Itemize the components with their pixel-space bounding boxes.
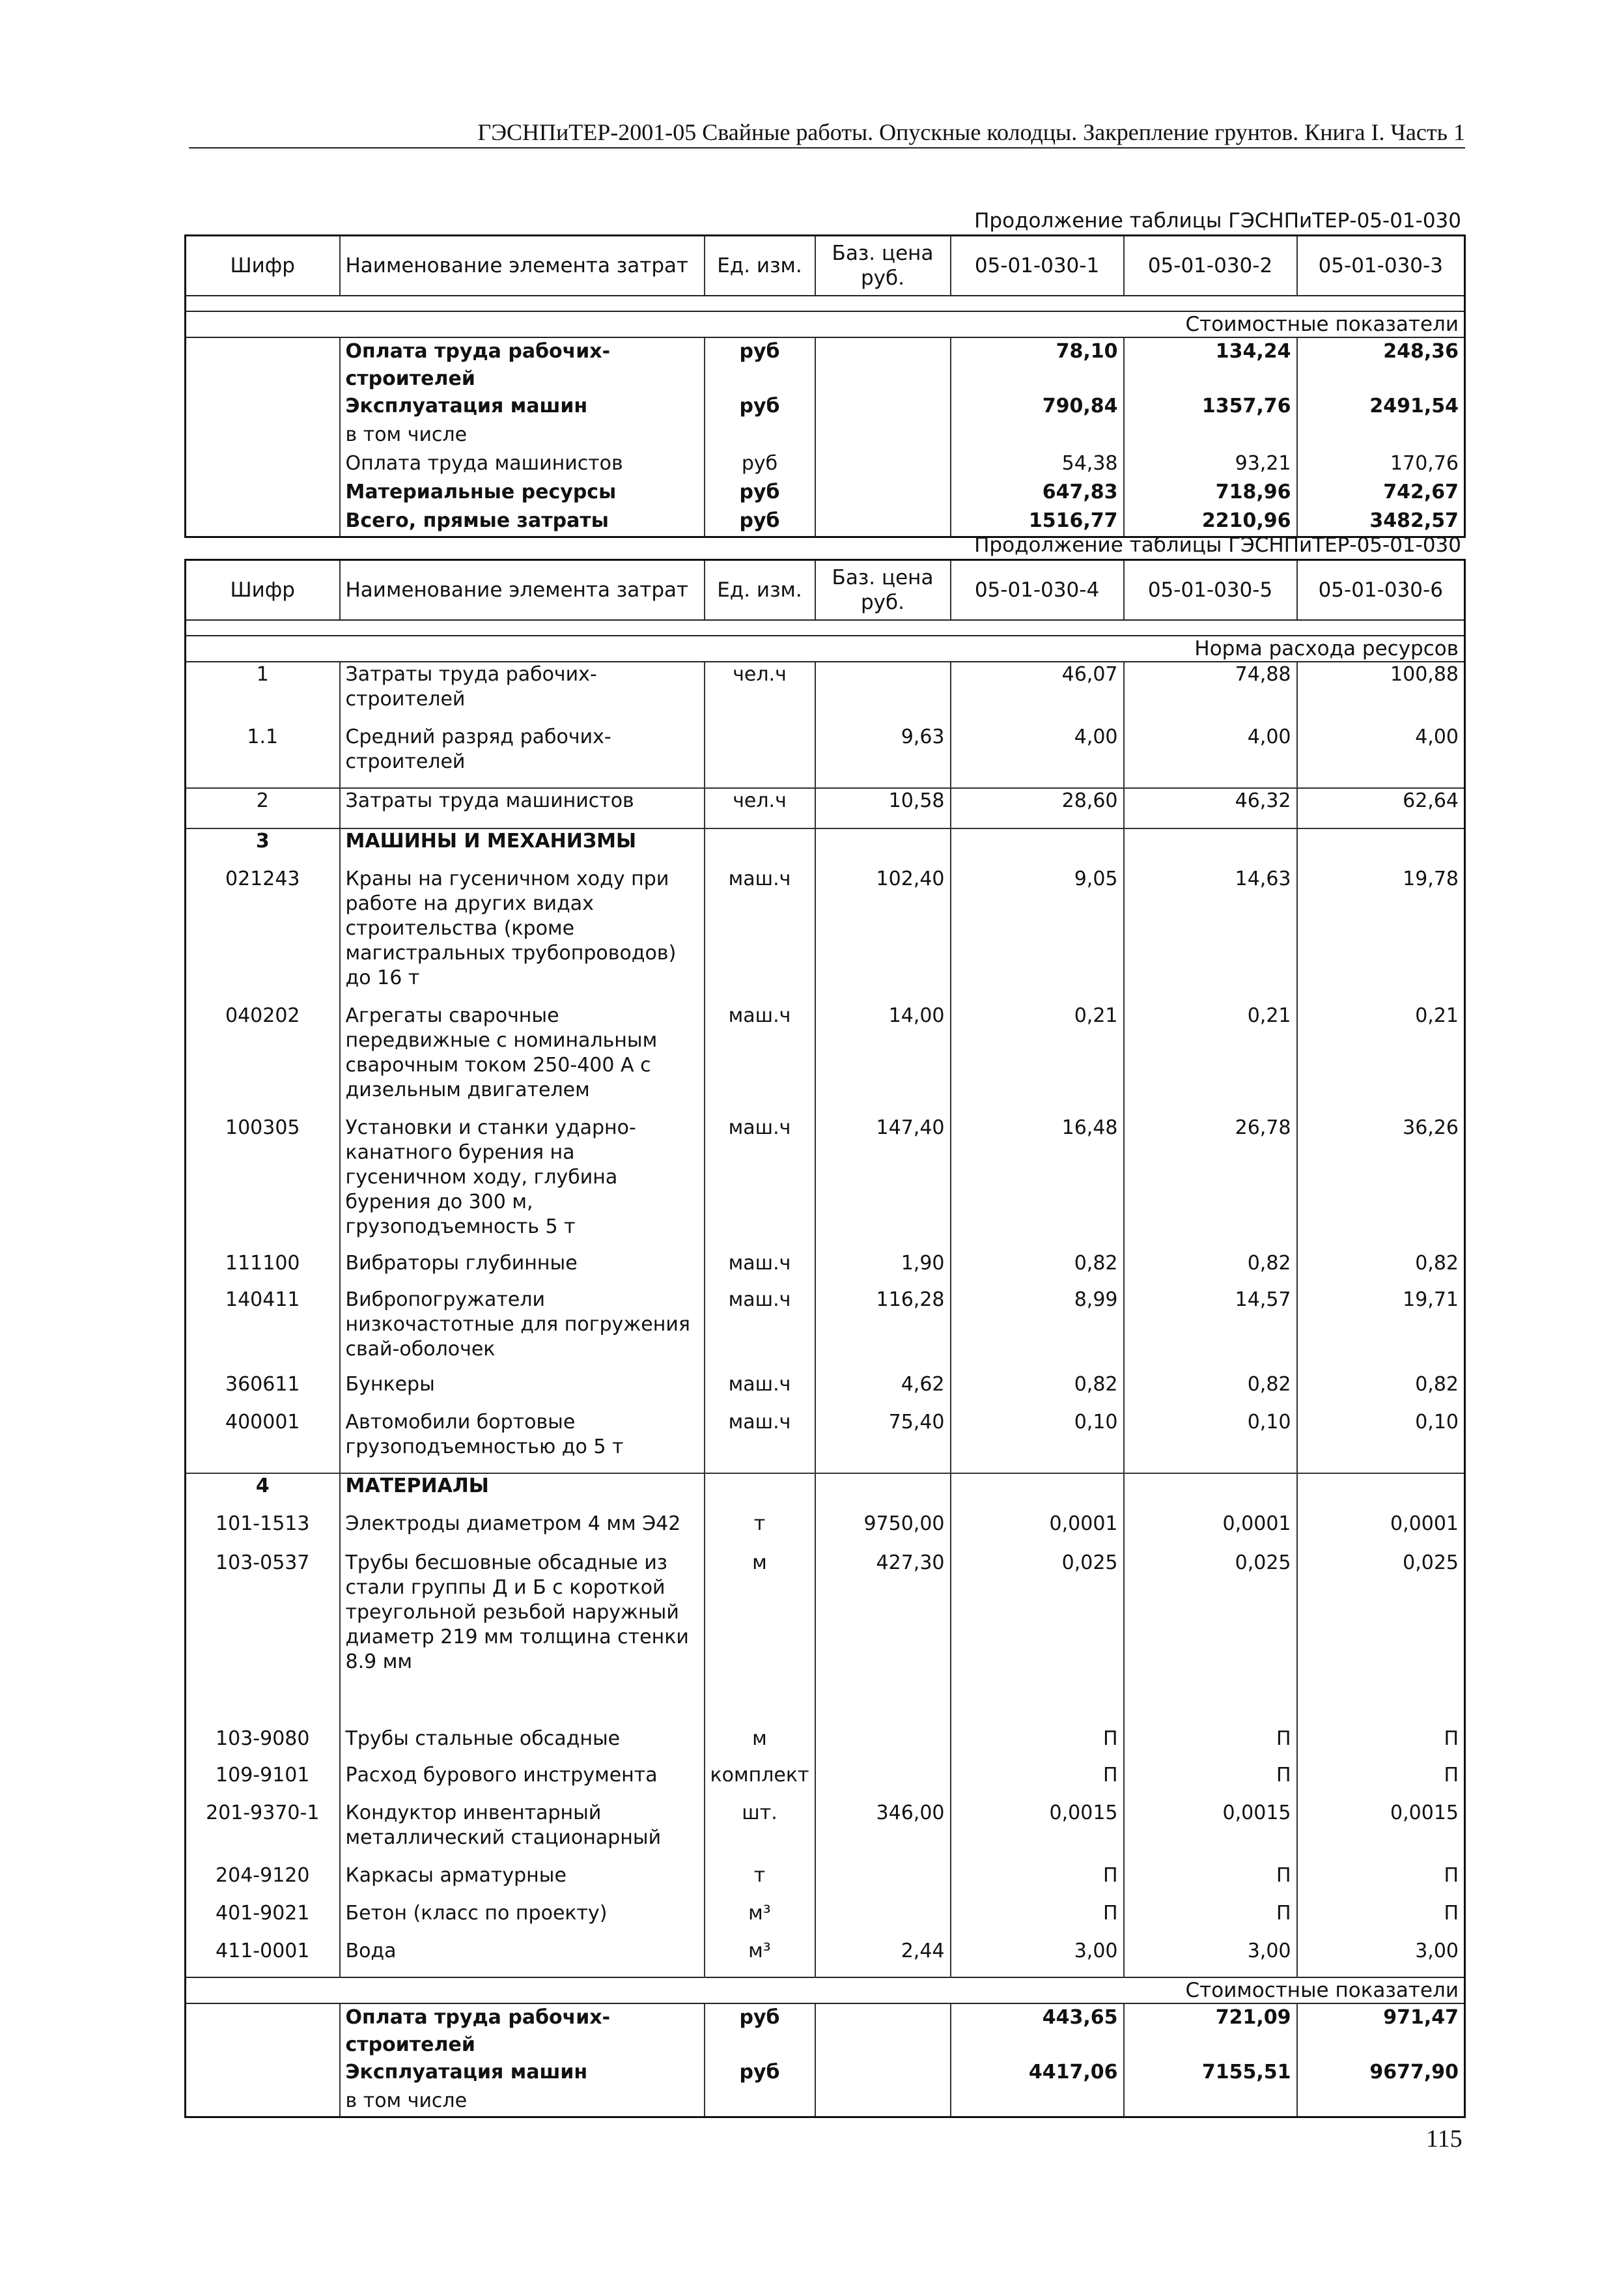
table-row (186, 1863, 1465, 1901)
code-cell: 401-9021 (216, 1902, 310, 1925)
unit-cell: шт. (705, 1801, 815, 1863)
code-cell (186, 2087, 340, 2117)
section-label: Стоимостные показатели (186, 311, 1465, 337)
table-row (186, 1410, 1465, 1473)
column-header-col-2: 05-01-030-2 (1124, 236, 1297, 296)
table-1-caption: Продолжение таблицы ГЭСНПиТЕР-05-01-030 (974, 209, 1461, 233)
unit-cell: чел.ч (705, 788, 815, 828)
unit-cell: комплект (705, 1763, 815, 1801)
unit-cell: руб (705, 479, 815, 507)
value-cell-1: 0,0001 (951, 1512, 1124, 1551)
table-row (186, 2003, 1465, 2059)
name-cell: Вибропогружатели низкочастотные для погружения свай-оболочек (340, 1288, 705, 1372)
value-cell-2: 14,63 (1124, 867, 1297, 1004)
code-cell (186, 450, 340, 479)
table-row (186, 788, 1465, 828)
code-cell: 111100 (225, 1252, 300, 1275)
spacer-row (186, 296, 1465, 311)
name-cell: Затраты труда машинистов (340, 788, 705, 828)
value-cell-3: 62,64 (1297, 788, 1465, 828)
value-cell-1: 0,0015 (951, 1801, 1124, 1863)
code-cell (186, 421, 340, 450)
column-header-code: Шифр (186, 236, 340, 296)
value-cell-3: 2491,54 (1297, 393, 1465, 421)
code-cell: 040202 (225, 1004, 300, 1027)
value-cell-3: П (1297, 1727, 1465, 1763)
table-row (186, 1512, 1465, 1551)
name-cell: Агрегаты сварочные передвижные с номинальным сварочным током 250-400 А с дизельным двигателем (340, 1004, 705, 1116)
value-cell-3 (1297, 421, 1465, 450)
code-cell: 103-9080 (216, 1727, 310, 1750)
column-header-unit: Ед. изм. (705, 236, 815, 296)
name-cell: Вибраторы глубинные (340, 1251, 705, 1288)
value-cell-1: 0,025 (951, 1551, 1124, 1727)
code-cell: 103-0537 (216, 1551, 310, 1574)
value-cell-2: 718,96 (1124, 479, 1297, 507)
price-cell (815, 2087, 951, 2117)
name-cell: МАШИНЫ И МЕХАНИЗМЫ (340, 828, 705, 867)
unit-cell: м (705, 1727, 815, 1763)
value-cell-2: 0,21 (1124, 1004, 1297, 1116)
table-row (186, 1801, 1465, 1863)
value-cell-2: 26,78 (1124, 1116, 1297, 1251)
price-cell (815, 2059, 951, 2087)
value-cell-1: 8,99 (951, 1288, 1124, 1372)
value-cell-3: 248,36 (1297, 337, 1465, 393)
unit-cell: чел.ч (705, 662, 815, 725)
value-cell-1: П (951, 1763, 1124, 1801)
table-row (186, 479, 1465, 507)
price-cell: 427,30 (815, 1551, 951, 1727)
table-2-body (186, 636, 1465, 2117)
code-cell (186, 479, 340, 507)
section-label: Стоимостные показатели (186, 1977, 1465, 2003)
table-1 (184, 234, 1466, 538)
header-row (186, 560, 1465, 621)
unit-cell: т (705, 1863, 815, 1901)
value-cell-3: 100,88 (1297, 662, 1465, 725)
name-cell: Установки и станки ударно-канатного бурения на гусеничном ходу, глубина бурения до 300 м, грузоподъемность 5 т (340, 1116, 705, 1251)
price-cell: 2,44 (815, 1939, 951, 1977)
unit-cell: маш.ч (705, 1251, 815, 1288)
code-cell: 1.1 (186, 725, 340, 788)
value-cell-3: 3482,57 (1297, 507, 1465, 537)
price-cell: 9750,00 (815, 1512, 951, 1551)
value-cell-1: П (951, 1901, 1124, 1939)
value-cell-2 (1124, 1473, 1297, 1512)
section-heading-row (186, 1473, 1465, 1512)
name-cell: Вода (340, 1939, 705, 1977)
name-cell: Затраты труда рабочих-строителей (340, 662, 705, 725)
name-cell: Средний разряд рабочих-строителей (340, 725, 705, 788)
code-cell: 2 (186, 788, 340, 828)
unit-cell: м (705, 1551, 815, 1727)
table-row (186, 1939, 1465, 1977)
value-cell-1: 78,10 (951, 337, 1124, 393)
column-header-price: Баз. цена руб. (815, 236, 951, 296)
table-2-caption: Продолжение таблицы ГЭСНПиТЕР-05-01-030 (974, 533, 1461, 557)
table-row (186, 1251, 1465, 1288)
value-cell-2: 74,88 (1124, 662, 1297, 725)
unit-cell: руб (705, 2003, 815, 2059)
value-cell-3: 19,71 (1297, 1288, 1465, 1372)
name-cell: Расход бурового инструмента (340, 1763, 705, 1801)
table-row (186, 1901, 1465, 1939)
unit-cell: т (705, 1512, 815, 1551)
value-cell-2: 0,82 (1124, 1251, 1297, 1288)
price-cell (815, 1863, 951, 1901)
header-rule (189, 147, 1465, 148)
unit-cell: руб (705, 450, 815, 479)
unit-cell: маш.ч (705, 1410, 815, 1473)
page-number: 115 (1426, 2125, 1463, 2153)
value-cell-3: 0,10 (1297, 1410, 1465, 1473)
code-cell: 4 (255, 1475, 270, 1497)
name-cell: Эксплуатация машин (340, 2059, 705, 2087)
value-cell-3: П (1297, 1901, 1465, 1939)
table-row (186, 421, 1465, 450)
unit-cell: руб (705, 393, 815, 421)
table-row (186, 337, 1465, 393)
price-cell: 10,58 (815, 788, 951, 828)
unit-cell (705, 725, 815, 788)
code-cell: 109-9101 (216, 1764, 310, 1787)
section-heading-row (186, 828, 1465, 867)
code-cell (186, 337, 340, 393)
code-cell: 021243 (225, 868, 300, 890)
price-cell (815, 393, 951, 421)
value-cell-1 (951, 421, 1124, 450)
price-cell: 9,63 (815, 725, 951, 788)
column-header-col-1: 05-01-030-4 (951, 560, 1124, 621)
price-cell (815, 1473, 951, 1512)
code-cell (186, 2059, 340, 2087)
value-cell-2: 93,21 (1124, 450, 1297, 479)
table-1-body (186, 311, 1465, 537)
spacer-cell (186, 296, 1465, 311)
value-cell-2: 2210,96 (1124, 507, 1297, 537)
name-cell: Материальные ресурсы (340, 479, 705, 507)
value-cell-2 (1124, 2087, 1297, 2117)
value-cell-3: П (1297, 1763, 1465, 1801)
value-cell-3: 170,76 (1297, 450, 1465, 479)
value-cell-3: П (1297, 1863, 1465, 1901)
unit-cell (705, 421, 815, 450)
value-cell-3: 0,0015 (1297, 1801, 1465, 1863)
spacer-row (186, 620, 1465, 636)
name-cell: Оплата труда машинистов (340, 450, 705, 479)
value-cell-2: 3,00 (1124, 1939, 1297, 1977)
column-header-unit: Ед. изм. (705, 560, 815, 621)
price-cell (815, 2003, 951, 2059)
value-cell-2: 14,57 (1124, 1288, 1297, 1372)
column-header-name: Наименование элемента затрат (340, 560, 705, 621)
value-cell-1: 0,82 (951, 1372, 1124, 1410)
price-cell: 102,40 (815, 867, 951, 1004)
value-cell-3 (1297, 1473, 1465, 1512)
value-cell-3: 0,82 (1297, 1251, 1465, 1288)
value-cell-1: П (951, 1863, 1124, 1901)
table-2 (184, 559, 1466, 2118)
unit-cell: м³ (705, 1901, 815, 1939)
value-cell-1: 443,65 (951, 2003, 1124, 2059)
price-cell: 4,62 (815, 1372, 951, 1410)
name-cell: Электроды диаметром 4 мм Э42 (340, 1512, 705, 1551)
value-cell-1: 4,00 (951, 725, 1124, 788)
value-cell-1: П (951, 1727, 1124, 1763)
column-header-col-3: 05-01-030-3 (1297, 236, 1465, 296)
value-cell-1: 46,07 (951, 662, 1124, 725)
value-cell-1: 54,38 (951, 450, 1124, 479)
table-row (186, 393, 1465, 421)
table-2-block (184, 531, 1464, 2118)
code-cell: 1 (256, 663, 269, 686)
value-cell-1: 0,10 (951, 1410, 1124, 1473)
section-label: Норма расхода ресурсов (186, 636, 1465, 662)
value-cell-1: 3,00 (951, 1939, 1124, 1977)
unit-cell: маш.ч (705, 1116, 815, 1251)
value-cell-3: 3,00 (1297, 1939, 1465, 1977)
unit-cell: маш.ч (705, 1288, 815, 1372)
value-cell-2: 0,0015 (1124, 1801, 1297, 1863)
unit-cell: руб (705, 507, 815, 537)
name-cell: Трубы стальные обсадные (340, 1727, 705, 1763)
price-cell: 116,28 (815, 1288, 951, 1372)
running-header: ГЭСНПиТЕР-2001-05 Свайные работы. Опускные колодцы. Закрепление грунтов. Книга I. Часть 1 (477, 119, 1465, 145)
header-row (186, 236, 1465, 296)
unit-cell: маш.ч (705, 867, 815, 1004)
name-cell: Краны на гусеничном ходу при работе на других видах строительства (кроме магистральных трубопроводов) до 16 т (340, 867, 705, 1004)
value-cell-2: 0,025 (1124, 1551, 1297, 1727)
name-cell: Всего, прямые затраты (340, 507, 705, 537)
price-cell: 14,00 (815, 1004, 951, 1116)
name-cell: Оплата труда рабочих-строителей (340, 2003, 705, 2059)
price-cell (815, 337, 951, 393)
value-cell-2: 7155,51 (1124, 2059, 1297, 2087)
column-header-name: Наименование элемента затрат (340, 236, 705, 296)
value-cell-3: 0,025 (1297, 1551, 1465, 1727)
value-cell-3: 0,21 (1297, 1004, 1465, 1116)
value-cell-1: 647,83 (951, 479, 1124, 507)
name-cell: Эксплуатация машин (340, 393, 705, 421)
price-cell (815, 662, 951, 725)
unit-cell: м³ (705, 1939, 815, 1977)
price-cell (815, 1901, 951, 1939)
price-cell (815, 1727, 951, 1763)
table-row (186, 1288, 1465, 1372)
table-1-header (186, 236, 1465, 312)
value-cell-2: П (1124, 1863, 1297, 1901)
price-cell: 346,00 (815, 1801, 951, 1863)
value-cell-2: 134,24 (1124, 337, 1297, 393)
name-cell: Кондуктор инвентарный металлический стационарный (340, 1801, 705, 1863)
value-cell-3: 0,82 (1297, 1372, 1465, 1410)
value-cell-1 (951, 828, 1124, 867)
value-cell-2: 1357,76 (1124, 393, 1297, 421)
value-cell-1: 0,82 (951, 1251, 1124, 1288)
value-cell-3: 36,26 (1297, 1116, 1465, 1251)
name-cell: в том числе (340, 2087, 705, 2117)
name-cell: Оплата труда рабочих-строителей (340, 337, 705, 393)
value-cell-3 (1297, 2087, 1465, 2117)
price-cell (815, 1763, 951, 1801)
table-row (186, 1551, 1465, 1727)
value-cell-1 (951, 1473, 1124, 1512)
value-cell-3: 742,67 (1297, 479, 1465, 507)
code-cell: 100305 (225, 1116, 300, 1139)
section-row (186, 1977, 1465, 2003)
name-cell: МАТЕРИАЛЫ (340, 1473, 705, 1512)
value-cell-2: 0,10 (1124, 1410, 1297, 1473)
code-cell (186, 393, 340, 421)
value-cell-3: 971,47 (1297, 2003, 1465, 2059)
value-cell-1: 16,48 (951, 1116, 1124, 1251)
value-cell-1: 1516,77 (951, 507, 1124, 537)
value-cell-3: 0,0001 (1297, 1512, 1465, 1551)
price-cell (815, 828, 951, 867)
table-row (186, 725, 1465, 788)
table-row (186, 450, 1465, 479)
value-cell-1: 9,05 (951, 867, 1124, 1004)
value-cell-2: П (1124, 1727, 1297, 1763)
name-cell: Бункеры (340, 1372, 705, 1410)
name-cell: Автомобили бортовые грузоподъемностью до 5 т (340, 1410, 705, 1473)
value-cell-1: 28,60 (951, 788, 1124, 828)
table-row (186, 1727, 1465, 1763)
code-cell (186, 2003, 340, 2059)
unit-cell: руб (705, 2059, 815, 2087)
value-cell-3: 4,00 (1297, 725, 1465, 788)
value-cell-3: 9677,90 (1297, 2059, 1465, 2087)
column-header-col-2: 05-01-030-5 (1124, 560, 1297, 621)
value-cell-1 (951, 2087, 1124, 2117)
value-cell-2: 0,0001 (1124, 1512, 1297, 1551)
table-row (186, 2087, 1465, 2117)
spacer-cell (186, 620, 1465, 636)
code-cell: 400001 (186, 1410, 340, 1473)
price-cell (815, 479, 951, 507)
name-cell: Бетон (класс по проекту) (340, 1901, 705, 1939)
value-cell-2: 4,00 (1124, 725, 1297, 788)
unit-cell (705, 828, 815, 867)
code-cell: 201-9370-1 (206, 1802, 320, 1824)
table-row (186, 867, 1465, 1004)
value-cell-3: 19,78 (1297, 867, 1465, 1004)
price-cell: 1,90 (815, 1251, 951, 1288)
table-row (186, 1116, 1465, 1251)
unit-cell: маш.ч (705, 1004, 815, 1116)
value-cell-1: 4417,06 (951, 2059, 1124, 2087)
name-cell: в том числе (340, 421, 705, 450)
unit-cell (705, 1473, 815, 1512)
name-cell: Каркасы арматурные (340, 1863, 705, 1901)
value-cell-2: 721,09 (1124, 2003, 1297, 2059)
table-1-block (184, 207, 1464, 538)
value-cell-2 (1124, 828, 1297, 867)
price-cell (815, 421, 951, 450)
section-row (186, 311, 1465, 337)
column-header-col-3: 05-01-030-6 (1297, 560, 1465, 621)
value-cell-2: П (1124, 1901, 1297, 1939)
value-cell-3 (1297, 828, 1465, 867)
value-cell-2: 46,32 (1124, 788, 1297, 828)
code-cell: 411-0001 (216, 1940, 310, 1962)
value-cell-1: 0,21 (951, 1004, 1124, 1116)
unit-cell: руб (705, 337, 815, 393)
value-cell-1: 790,84 (951, 393, 1124, 421)
price-cell (815, 450, 951, 479)
unit-cell: маш.ч (705, 1372, 815, 1410)
value-cell-2 (1124, 421, 1297, 450)
price-cell: 147,40 (815, 1116, 951, 1251)
code-cell: 101-1513 (216, 1512, 310, 1535)
code-cell: 3 (255, 830, 270, 853)
value-cell-2: П (1124, 1763, 1297, 1801)
name-cell: Трубы бесшовные обсадные из стали группы Д и Б с короткой треугольной резьбой наружный диаметр 219 мм толщина стенки 8.9 мм (340, 1551, 705, 1727)
table-row (186, 1763, 1465, 1801)
section-row (186, 636, 1465, 662)
table-2-header (186, 560, 1465, 636)
price-cell: 75,40 (815, 1410, 951, 1473)
column-header-col-1: 05-01-030-1 (951, 236, 1124, 296)
value-cell-2: 0,82 (1124, 1372, 1297, 1410)
table-row (186, 662, 1465, 725)
table-row (186, 1372, 1465, 1410)
table-row (186, 1004, 1465, 1116)
column-header-code: Шифр (186, 560, 340, 621)
code-cell: 204-9120 (216, 1864, 310, 1887)
column-header-price: Баз. цена руб. (815, 560, 951, 621)
unit-cell (705, 2087, 815, 2117)
code-cell: 360611 (225, 1373, 300, 1396)
code-cell: 140411 (225, 1288, 300, 1311)
table-row (186, 2059, 1465, 2087)
